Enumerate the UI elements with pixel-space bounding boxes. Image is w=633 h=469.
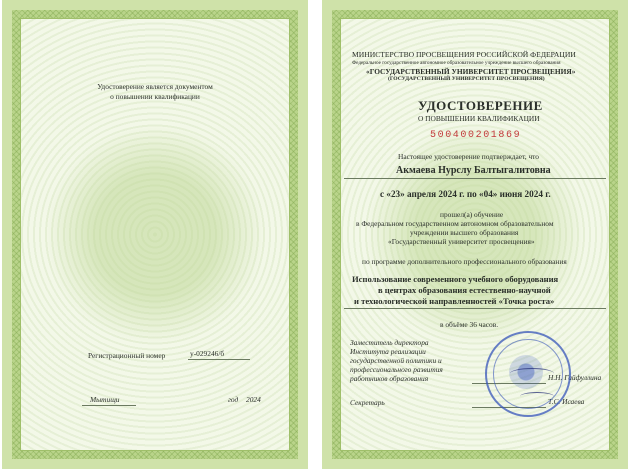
- reg-number-label: Регистрационный номер: [88, 351, 166, 360]
- secretary-label: Секретарь: [350, 398, 385, 407]
- year-label: год: [228, 395, 239, 404]
- institution-type: Федеральное государственное автономное образовательное учреждение высшего образования: [352, 60, 561, 66]
- signer-title-3: государственной политики и: [350, 356, 442, 365]
- signer-title-5: работников образования: [350, 374, 429, 383]
- secretary-signature-mark: [520, 392, 554, 401]
- course-line3: и технологической направленностей «Точка роста»: [354, 296, 555, 306]
- confirm-text: Настоящее удостоверение подтверждает, что: [398, 152, 539, 161]
- course-line2: в центрах образования естественно-научной: [378, 285, 551, 295]
- certificate-left-page: [2, 0, 308, 469]
- signer-title-2: Института реализации: [350, 347, 426, 356]
- city: Мытищи: [90, 395, 120, 404]
- reg-number-underline: [188, 359, 250, 360]
- signer-title-4: профессионального развития: [350, 365, 443, 374]
- doc-subtitle: О ПОВЫШЕНИИ КВАЛИФИКАЦИИ: [418, 114, 540, 123]
- signature-mark: [510, 368, 554, 379]
- course-underline: [344, 308, 606, 309]
- training-dates: с «23» апреля 2024 г. по «04» июня 2024 г.: [380, 189, 551, 199]
- university-sub: (ГОСУДАРСТВЕННЫЙ УНИВЕРСИТЕТ ПРОСВЕЩЕНИЯ): [388, 76, 545, 82]
- org-line3: «Государственный университет просвещения»: [388, 237, 535, 246]
- year: 2024: [246, 395, 261, 404]
- ministry-name: МИНИСТЕРСТВО ПРОСВЕЩЕНИЯ РОССИЙСКОЙ ФЕДЕРАЦИИ: [352, 50, 576, 59]
- org-line1: в Федеральном государственном автономном образовательном: [356, 219, 554, 228]
- certificate-right-page: [322, 0, 628, 469]
- org-line2: учреждении высшего образования: [410, 228, 519, 237]
- course-line1: Использование современного учебного оборудования: [352, 274, 559, 284]
- secretary-name: Т.С. Исаева: [548, 397, 585, 406]
- program-text: по программе дополнительного профессионального образования: [362, 257, 567, 266]
- hours-text: в объёме 36 часов.: [440, 320, 499, 329]
- university-name: «ГОСУДАРСТВЕННЫЙ УНИВЕРСИТЕТ ПРОСВЕЩЕНИЯ»: [366, 67, 576, 76]
- person-underline: [344, 178, 606, 179]
- doc-note-line2: о повышении квалификации: [110, 92, 200, 101]
- signer-title-1: Заместитель директора: [350, 338, 429, 347]
- city-underline: [82, 405, 136, 406]
- reg-number-value: у-029246/б: [190, 349, 225, 358]
- signer-name: Н.Н. Гайфуллина: [548, 373, 602, 382]
- doc-title: УДОСТОВЕРЕНИЕ: [418, 98, 543, 113]
- guilloche-border: [12, 10, 298, 459]
- person-name: Акмаева Нурслу Балтыгалитовна: [396, 165, 551, 176]
- serial-number: 500400201869: [430, 130, 522, 141]
- doc-note-line1: Удостоверение является документом: [97, 82, 213, 91]
- trained-text: прошел(а) обучение: [440, 210, 504, 219]
